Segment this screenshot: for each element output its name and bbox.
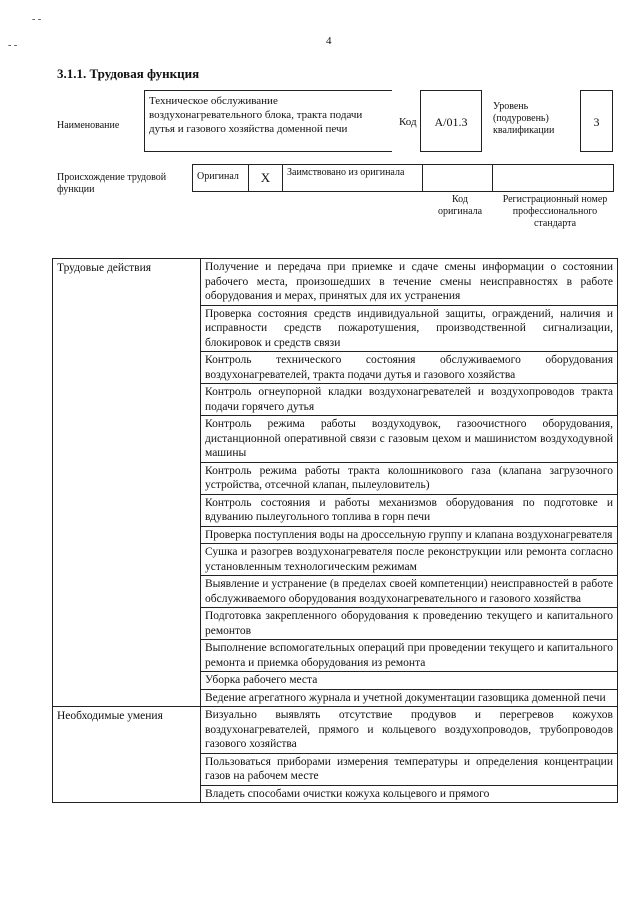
skill-row (53, 707, 618, 754)
labor-action-item: Проверка поступления воды на дроссельную группу и клапана воздухонагревателя (201, 526, 618, 544)
origin-row (192, 164, 614, 192)
original-mark: X (249, 165, 283, 191)
borrowed-cell: Заимствовано из оригинала (283, 165, 423, 191)
labor-action-item: Сушка и разогрев воздухонагревателя после реконструкции или ремонта согласно установленным технологическим режимам (201, 544, 618, 576)
level-label: Уровень (подуровень) квалификации (493, 101, 555, 136)
labor-action-item: Контроль режима работы воздуходувок, газоочистного оборудования, дистанционной оперативной связи с газовым цехом и машинистом воздуходувной машины (201, 416, 618, 463)
skill-item: Визуально выявлять отсутствие продувов и перегревов кожухов воздухонагревателей, прямого и кольцевого воздухопроводов, трубопроводов газового хозяйства (201, 707, 618, 754)
code-label: Код (399, 116, 417, 128)
orig-code-cell (423, 165, 493, 191)
function-table (52, 258, 618, 803)
scan-artifact-b: - - (8, 40, 18, 51)
labor-action-item: Проверка состояния средств индивидуальной защиты, ограждений, наличия и исправности средств пожаротушения, производственной сигнализации, блокировок и средств связи (201, 305, 618, 352)
name-label: Наименование (57, 120, 120, 131)
section-heading: 3.1.1. Трудовая функция (57, 66, 200, 81)
labor-action-item: Подготовка закрепленного оборудования к проведению текущего и капитального ремонтов (201, 608, 618, 640)
origin-label: Происхождение трудовой функции (57, 172, 167, 195)
orig-code-caption: Код оригинала (437, 194, 483, 217)
labor-action-item: Контроль технического состояния обслуживаемого оборудования воздухонагревателей, тракта подачи дутья и газового хозяйства (201, 352, 618, 384)
labor-action-item: Выполнение вспомогательных операций при проведении текущего и капитального ремонта и приемка оборудования из ремонта (201, 640, 618, 672)
code-value: A/01.3 (420, 90, 482, 152)
labor-action-item: Контроль режима работы тракта колошникового газа (клапана загрузочного устройства, отсечной клапан, пылеуловитель) (201, 462, 618, 494)
labor-action-label: Трудовые действия (53, 259, 201, 707)
labor-action-item: Уборка рабочего места (201, 672, 618, 690)
labor-action-item: Получение и передача при приемке и сдаче смены информации о состоянии рабочего места, произошедших в течение смены неисправностях в работе оборудования и мерах, принятых для их устранения (201, 259, 618, 306)
level-value: 3 (580, 90, 613, 152)
function-name: Техническое обслуживание воздухонагревательного блока, тракта подачи дутья и газового хозяйства доменной печи (144, 90, 392, 152)
skill-item: Владеть способами очистки кожуха кольцевого и прямого (201, 785, 618, 803)
original-cell: Оригинал (193, 165, 249, 191)
labor-action-item: Выявление и устранение (в пределах своей компетенции) неисправностей в работе обслуживаемого оборудования воздухонагревательного и газового хозяйства (201, 576, 618, 608)
labor-action-row (53, 259, 618, 306)
reg-number-caption: Регистрационный номер профессионального стандарта (502, 194, 608, 229)
labor-action-item: Контроль огнеупорной кладки воздухонагревателей и воздухопроводов тракта подачи горячего дутья (201, 384, 618, 416)
skill-label: Необходимые умения (53, 707, 201, 803)
skill-item: Пользоваться приборами измерения температуры и определения концентрации газов на рабочем месте (201, 753, 618, 785)
page-number: 4 (326, 35, 332, 47)
labor-action-item: Контроль состояния и работы механизмов оборудования по подготовке и вдуванию пылеугольного топлива в горн печи (201, 494, 618, 526)
reg-number-cell (493, 165, 613, 191)
scan-artifact-a: - - (32, 14, 42, 25)
labor-action-item: Ведение агрегатного журнала и учетной документации газовщика доменной печи (201, 689, 618, 707)
